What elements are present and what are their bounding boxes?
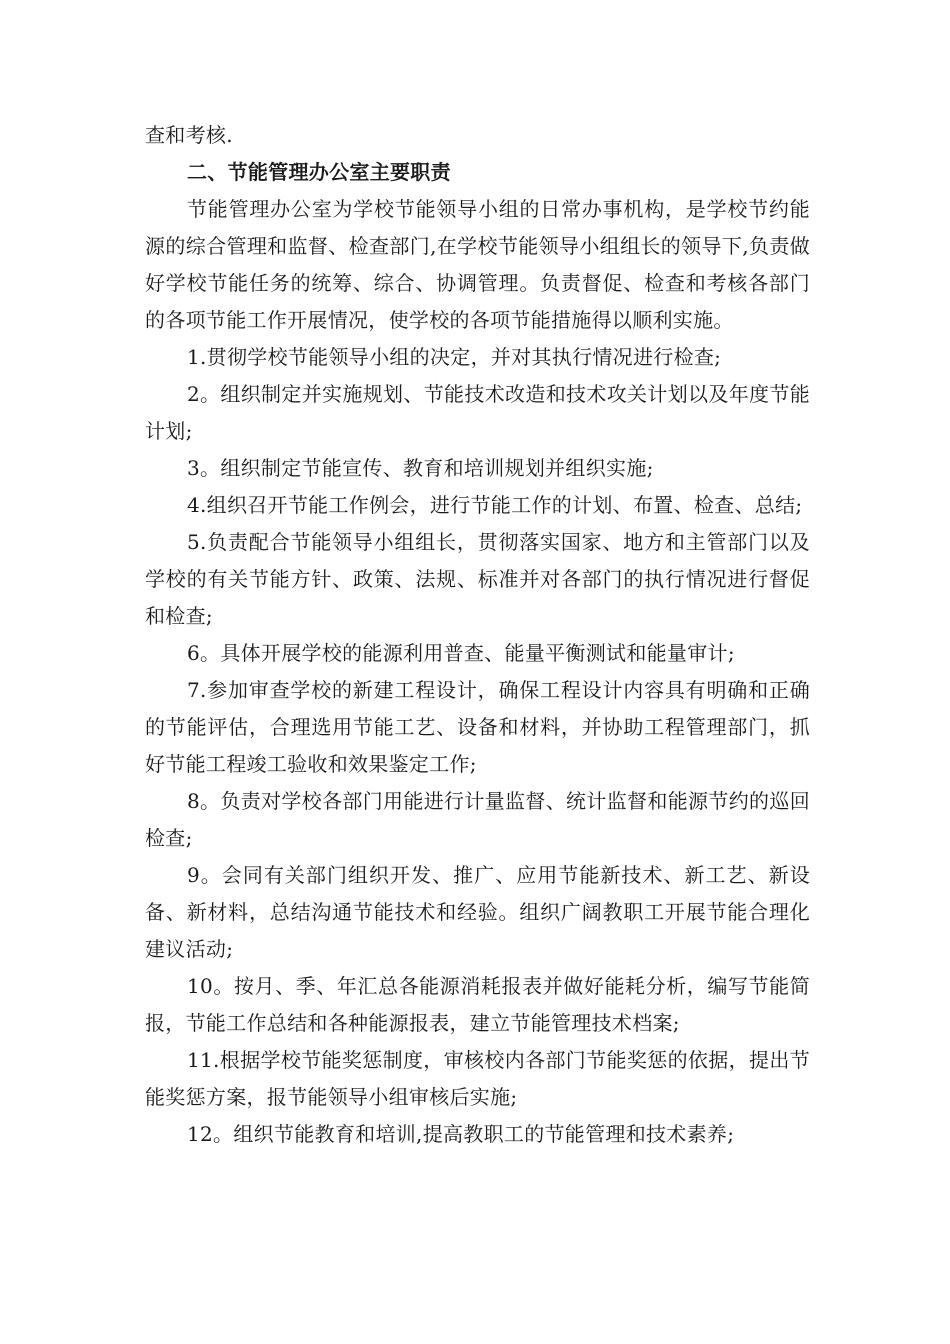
section-heading: 二、节能管理办公室主要职责	[187, 160, 451, 184]
duty-item-8: 8。负责对学校各部门用能进行计量监督、统计监督和能源节约的巡回检查;	[145, 789, 810, 850]
duty-item-10: 10。按月、季、年汇总各能源消耗报表并做好能耗分析，编写节能简报，节能工作总结和各种能源报表，建立节能管理技术档案;	[145, 974, 810, 1035]
intro-paragraph: 节能管理办公室为学校节能领导小组的日常办事机构，是学校节约能源的综合管理和监督、检查部门,在学校节能领导小组组长的领导下,负责做好学校节能任务的统筹、综合、协调管理。负责督促、检查和考核各部门的各项节能工作开展情况，使学校的各项节能措施得以顺利实施。	[145, 197, 810, 332]
duty-item-12: 12。组织节能教育和培训,提高教职工的节能管理和技术素养;	[187, 1122, 735, 1146]
duty-item-7: 7.参加审查学校的新建工程设计，确保工程设计内容具有明确和正确的节能评估，合理选用节能工艺、设备和材料，并协助工程管理部门，抓好节能工程竣工验收和效果鉴定工作;	[145, 678, 810, 776]
duty-item-1: 1.贯彻学校节能领导小组的决定，并对其执行情况进行检查;	[187, 345, 722, 369]
duty-item-4: 4.组织召开节能工作例会，进行节能工作的计划、布置、检查、总结;	[187, 493, 803, 517]
continuation-text: 查和考核.	[145, 123, 233, 147]
duty-item-9: 9。会同有关部门组织开发、推广、应用节能新技术、新工艺、新设备、新材料，总结沟通节能技术和经验。组织广阔教职工开展节能合理化建议活动;	[145, 863, 810, 961]
duty-item-11: 11.根据学校节能奖惩制度，审核校内各部门节能奖惩的依据，提出节能奖惩方案，报节能领导小组审核后实施;	[145, 1048, 810, 1109]
document-body	[145, 117, 810, 1153]
duty-item-5: 5.负责配合节能领导小组组长，贯彻落实国家、地方和主管部门以及学校的有关节能方针、政策、法规、标准并对各部门的执行情况进行督促和检查;	[145, 530, 810, 628]
duty-item-3: 3。组织制定节能宣传、教育和培训规划并组织实施;	[187, 456, 654, 480]
duty-item-2: 2。组织制定并实施规划、节能技术改造和技术攻关计划以及年度节能计划;	[145, 382, 810, 443]
duty-item-6: 6。具体开展学校的能源利用普查、能量平衡测试和能量审计;	[187, 641, 735, 665]
